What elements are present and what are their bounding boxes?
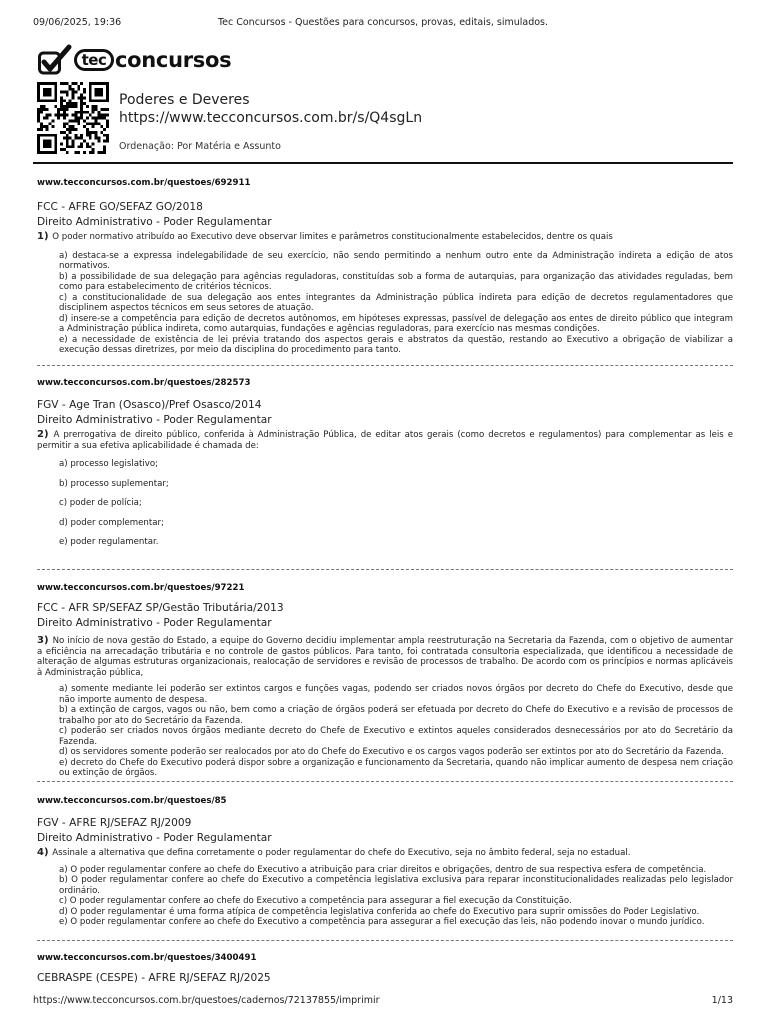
question-separator bbox=[37, 781, 733, 782]
question-separator bbox=[37, 940, 733, 941]
qr-code-icon bbox=[37, 82, 109, 154]
options-list bbox=[59, 251, 733, 356]
question-number: 4) bbox=[37, 847, 49, 858]
option-c: c) poderão ser criados novos órgãos mediante decreto do Chefe de Executivo e extintos aqueles considerados desnecessários por ato do Secretário da Fazenda. bbox=[59, 726, 733, 747]
print-page-title: Tec Concursos - Questões para concursos, provas, editais, simulados. bbox=[217, 17, 549, 28]
option-e: e) a necessidade de existência de lei prévia tratando dos aspectos gerais e abstratos da questão, restando ao Executivo a obrigação de viabilizar a execução dessas diretrizes, por meio da disciplina do procedimento para tanto. bbox=[59, 334, 733, 355]
document-ordering: Ordenação: Por Matéria e Assunto bbox=[119, 141, 281, 152]
print-footer bbox=[33, 995, 733, 1007]
print-datetime: 09/06/2025, 19:36 bbox=[33, 17, 122, 28]
question-number: 3) bbox=[37, 635, 49, 646]
option-a: a) somente mediante lei poderão ser extintos cargos e funções vagas, podendo ser criados novos órgãos por decreto do Chefe do Executivo, desde que não importe aumento de despesa. bbox=[59, 684, 733, 705]
question-separator bbox=[37, 569, 733, 570]
option-b: b) a possibilidade de sua delegação para agências reguladoras, constituídas sob a forma de autarquias, para organização das atividades reguladas, bem como para estabelecimento de critérios técnicos. bbox=[59, 271, 733, 292]
option-d: d) O poder regulamentar é uma forma atípica de competência legislativa conferida ao chefe do Executivo para suprir omissões do Poder Legislativo. bbox=[59, 906, 700, 917]
question-text: Assinale a alternativa que defina corretamente o poder regulamentar do chefe do Executivo, seja no âmbito federal, seja no estadual. bbox=[52, 848, 631, 858]
option-a: a) O poder regulamentar confere ao chefe do Executivo a atribuição para criar direitos e obrigações, dentro de sua respectiva esfera de competência. bbox=[59, 864, 707, 875]
question-subject: Direito Administrativo - Poder Regulamentar bbox=[37, 832, 272, 844]
question-number: 1) bbox=[37, 231, 49, 242]
question-text: O poder normativo atribuído ao Executivo deve observar limites e parâmetros constitucionalmente estabelecidos, dentre os quais bbox=[52, 232, 613, 242]
option-d: d) poder complementar; bbox=[59, 517, 164, 528]
question-exam: FGV - Age Tran (Osasco)/Pref Osasco/2014 bbox=[37, 399, 262, 411]
option-c: c) a constitucionalidade de sua delegação aos entes integrantes da Administração pública indireta para edição de decretos regulamentadores que disciplinem aspectos técnicos em seus setores de atuação. bbox=[59, 292, 733, 313]
document-share-url[interactable]: https://www.tecconcursos.com.br/s/Q4sgLn bbox=[119, 110, 423, 126]
question-block bbox=[37, 583, 733, 779]
question-link[interactable]: www.tecconcursos.com.br/questoes/97221 bbox=[37, 583, 245, 593]
option-b: b) processo suplementar; bbox=[59, 478, 169, 489]
question-block bbox=[37, 378, 733, 557]
option-d: d) os servidores somente poderão ser realocados por ato do Chefe do Executivo e os cargos vagos poderão ser extintos por ato do Secretário da Fazenda. bbox=[59, 747, 724, 757]
option-b: b) a extinção de cargos, vagos ou não, bem como a criação de órgãos poderá ser efetuada por decreto do Chefe do Executivo e a revisão de processos de trabalho por ato do Secretário da Fazenda. bbox=[59, 705, 733, 726]
question-subject: Direito Administrativo - Poder Regulamentar bbox=[37, 216, 272, 228]
question-exam: FCC - AFRE GO/SEFAZ GO/2018 bbox=[37, 201, 203, 213]
question-exam: FGV - AFRE RJ/SEFAZ RJ/2009 bbox=[37, 817, 192, 829]
logo-concursos-text: concursos bbox=[115, 48, 232, 72]
question-stem bbox=[37, 636, 733, 678]
question-link[interactable]: www.tecconcursos.com.br/questoes/85 bbox=[37, 796, 227, 806]
option-a: a) processo legislativo; bbox=[59, 459, 159, 469]
question-stem bbox=[37, 848, 733, 859]
question-block bbox=[37, 796, 733, 928]
option-c: c) O poder regulamentar confere ao chefe do Executivo a competência para assegurar a fiel execução da Constituição. bbox=[59, 896, 572, 906]
option-e: e) O poder regulamentar confere ao chefe do Executivo a competência para assegurar a fiel execução das leis, não podendo inovar o mundo jurídico. bbox=[59, 917, 705, 927]
option-e: e) decreto do Chefe do Executivo poderá dispor sobre a organização e funcionamento da Secretaria, quando não implicar aumento de despesa nem criação ou extinção de órgãos. bbox=[59, 757, 733, 778]
question-link[interactable]: www.tecconcursos.com.br/questoes/282573 bbox=[37, 378, 251, 388]
question-text: No início de nova gestão do Estado, a equipe do Governo decidiu implementar ampla reestruturação na Secretaria da Fazenda, com o objetivo de aumentar a eficiência na arrecadação tributária e no controle de gastos públicos. Para tanto, foi contratada consultoria especializada, que identificou a necessidade de alteração de algumas estruturas organizacionais, realocação de servidores e revisão de processos de trabalho. De acordo com os princípios e normas aplicáveis à Administração pública, bbox=[37, 636, 734, 678]
page-number: 1/13 bbox=[711, 995, 733, 1006]
question-number: 2) bbox=[37, 429, 49, 440]
question-block bbox=[37, 178, 733, 356]
question-separator bbox=[37, 365, 733, 366]
question-link[interactable]: www.tecconcursos.com.br/questoes/692911 bbox=[37, 178, 251, 188]
question-stem bbox=[37, 232, 733, 243]
question-text: A prerrogativa de direito público, conferida à Administração Pública, de editar atos gerais (como decretos e regulamentos) para complementar as leis e permitir a sua efetiva aplicabilidade é chamada de: bbox=[37, 430, 733, 451]
option-d: d) insere-se a competência para edição de decretos autônomos, em hipóteses expressas, passível de delegação aos entes de direito público que integram a Administração pública indireta, como autarquias, fundações e agências reguladoras, para exercício nas mesmas condições. bbox=[59, 313, 733, 334]
print-url: https://www.tecconcursos.com.br/questoes/cadernos/72137855/imprimir bbox=[33, 995, 380, 1006]
question-subject: Direito Administrativo - Poder Regulamentar bbox=[37, 414, 272, 426]
question-exam: CEBRASPE (CESPE) - AFRE RJ/SEFAZ RJ/2025 bbox=[37, 972, 271, 984]
options-list bbox=[59, 684, 733, 779]
question-block bbox=[37, 953, 733, 986]
option-b: b) O poder regulamentar confere ao chefe do Executivo a competência legislativa exclusiva para reparar inconstitucionalidades realizadas pelo legislador ordinário. bbox=[59, 875, 733, 896]
question-exam: FCC - AFR SP/SEFAZ SP/Gestão Tributária/2013 bbox=[37, 602, 284, 614]
question-link[interactable]: www.tecconcursos.com.br/questoes/3400491 bbox=[37, 953, 257, 963]
header-divider bbox=[33, 162, 733, 164]
option-a: a) destaca-se a expressa indelegabilidade de seu exercício, não sendo permitindo a nenhum outro ente da Administração indireta a edição de atos normativos. bbox=[59, 250, 733, 271]
document-title: Poderes e Deveres bbox=[119, 92, 250, 108]
logo-tec-text: tec bbox=[74, 49, 114, 71]
question-stem bbox=[37, 430, 733, 451]
checkmark-icon bbox=[38, 44, 72, 76]
option-e: e) poder regulamentar. bbox=[59, 537, 159, 547]
options-list bbox=[59, 865, 733, 928]
question-subject: Direito Administrativo - Poder Regulamentar bbox=[37, 617, 272, 629]
print-header bbox=[33, 17, 733, 29]
tecconcursos-logo bbox=[38, 44, 231, 76]
options-list bbox=[59, 459, 733, 548]
option-c: c) poder de polícia; bbox=[59, 498, 142, 508]
